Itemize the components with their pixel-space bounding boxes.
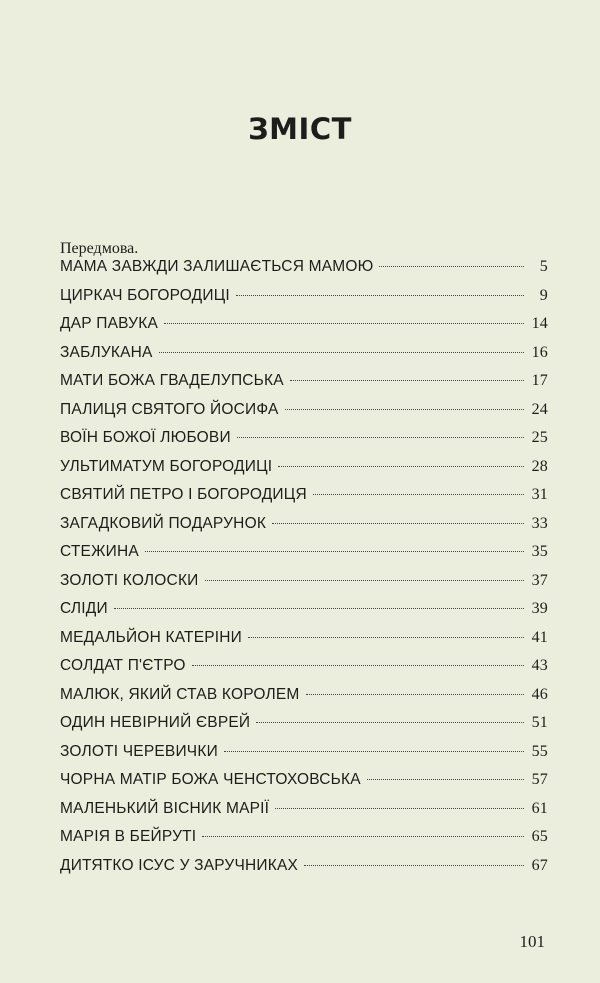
toc-intro: Передмова. (60, 240, 139, 257)
toc-entry-title: МЕДАЛЬЙОН КАТЕРІНИ (60, 628, 243, 646)
toc-entry (60, 515, 548, 544)
toc-entry-title: ПАЛИЦЯ СВЯТОГО ЙОСИФА (60, 400, 279, 418)
toc-entry-page: 61 (531, 799, 548, 817)
page-number: 101 (519, 932, 545, 951)
toc-entry-page: 35 (531, 543, 548, 560)
toc-entry-page: 17 (531, 372, 548, 389)
dot-leader (224, 751, 524, 752)
toc-entry (60, 543, 548, 572)
toc-entry (60, 401, 548, 430)
toc-entry (60, 287, 548, 316)
toc-entry-title: МАЛЕНЬКИЙ ВІСНИК МАРІЇ (60, 799, 270, 817)
toc-entry (60, 828, 548, 857)
dot-leader (304, 865, 524, 866)
toc-entry (60, 629, 548, 658)
dot-leader (237, 437, 524, 438)
toc-entry (60, 857, 548, 886)
dot-leader (379, 266, 524, 267)
toc-entry-page: 37 (531, 571, 548, 589)
dot-leader (290, 380, 524, 381)
toc-entry-title: ЗАБЛУКАНА (60, 343, 153, 361)
toc-entry-title: ОДИН НЕВІРНИЙ ЄВРЕЙ (60, 714, 251, 731)
dot-leader (272, 523, 524, 524)
toc-entry-title: СЛІДИ (60, 600, 108, 617)
toc-entry-title: СТЕЖИНА (60, 543, 139, 560)
dot-leader (164, 323, 524, 324)
toc-entry-title: ЧОРНА МАТІР БОЖА ЧЕНСТОХОВСЬКА (60, 771, 361, 788)
toc-entry-page: 16 (531, 343, 548, 361)
toc-entry-page: 41 (531, 628, 548, 646)
toc-entry-page: 5 (539, 258, 548, 275)
dot-leader (248, 637, 524, 638)
toc-entry-page: 33 (531, 514, 548, 532)
toc-entry-title: МАМА ЗАВЖДИ ЗАЛИШАЄТЬСЯ МАМОЮ (60, 258, 374, 275)
toc-entry-title: СВЯТИЙ ПЕТРО І БОГОРОДИЦЯ (60, 486, 307, 503)
dot-leader (256, 722, 524, 723)
toc-entry-page: 43 (531, 657, 548, 674)
toc-entry-page: 46 (531, 685, 548, 703)
dot-leader (275, 808, 524, 809)
toc-entry (60, 458, 548, 487)
toc-entry-title: МАТИ БОЖА ГВАДЕЛУПСЬКА (60, 372, 284, 389)
toc-entry-title: ЗОЛОТІ ЧЕРЕВИЧКИ (60, 742, 218, 760)
toc-entry (60, 429, 548, 458)
toc-entry-title: ДИТЯТКО ІСУС У ЗАРУЧНИКАХ (60, 856, 299, 874)
dot-leader (278, 466, 524, 467)
dot-leader (313, 494, 524, 495)
toc-entry-title: МАРІЯ В БЕЙРУТІ (60, 828, 197, 845)
toc-entry-page: 57 (531, 771, 548, 788)
toc-entry-page: 65 (531, 828, 548, 845)
toc-entry-page: 39 (531, 600, 548, 617)
toc-entry-page: 55 (531, 742, 548, 760)
dot-leader (145, 551, 524, 552)
toc-entry-page: 51 (531, 714, 548, 731)
toc-entry-title: МАЛЮК, ЯКИЙ СТАВ КОРОЛЕМ (60, 685, 300, 703)
toc-entry-page: 31 (531, 486, 548, 503)
toc-entry-title: ЗОЛОТІ КОЛОСКИ (60, 571, 199, 589)
toc-entry (60, 258, 548, 287)
toc-entry-title: УЛЬТИМАТУМ БОГОРОДИЦІ (60, 457, 273, 475)
toc-entry-page: 25 (531, 429, 548, 446)
toc-entry (60, 800, 548, 829)
toc-entry (60, 600, 548, 629)
toc-entry (60, 686, 548, 715)
dot-leader (236, 295, 524, 296)
toc-entry-title: ВОЇН БОЖОЇ ЛЮБОВИ (60, 429, 231, 446)
toc-entry-title: ЗАГАДКОВИЙ ПОДАРУНОК (60, 514, 267, 532)
toc-entry (60, 372, 548, 401)
toc-entry (60, 657, 548, 686)
dot-leader (202, 836, 524, 837)
dot-leader (159, 352, 524, 353)
toc-entry-page: 67 (531, 856, 548, 874)
toc-entry-title: ЦИРКАЧ БОГОРОДИЦІ (60, 286, 230, 304)
toc-entry-page: 14 (531, 315, 548, 332)
toc-entry (60, 572, 548, 601)
toc-entry-page: 24 (531, 400, 548, 418)
toc-entry (60, 315, 548, 344)
toc-entry (60, 714, 548, 743)
toc-entry-title: ДАР ПАВУКА (60, 315, 158, 332)
dot-leader (285, 409, 524, 410)
table-of-contents (60, 258, 548, 885)
dot-leader (114, 608, 524, 609)
toc-entry (60, 771, 548, 800)
dot-leader (192, 665, 524, 666)
toc-entry-page: 28 (531, 457, 548, 475)
page-title: ЗМІСТ (248, 112, 352, 146)
toc-entry (60, 486, 548, 515)
dot-leader (367, 779, 524, 780)
dot-leader (306, 694, 524, 695)
toc-entry (60, 743, 548, 772)
toc-entry (60, 344, 548, 373)
toc-entry-title: СОЛДАТ П'ЄТРО (60, 657, 186, 674)
toc-entry-page: 9 (539, 286, 548, 304)
dot-leader (205, 580, 524, 581)
